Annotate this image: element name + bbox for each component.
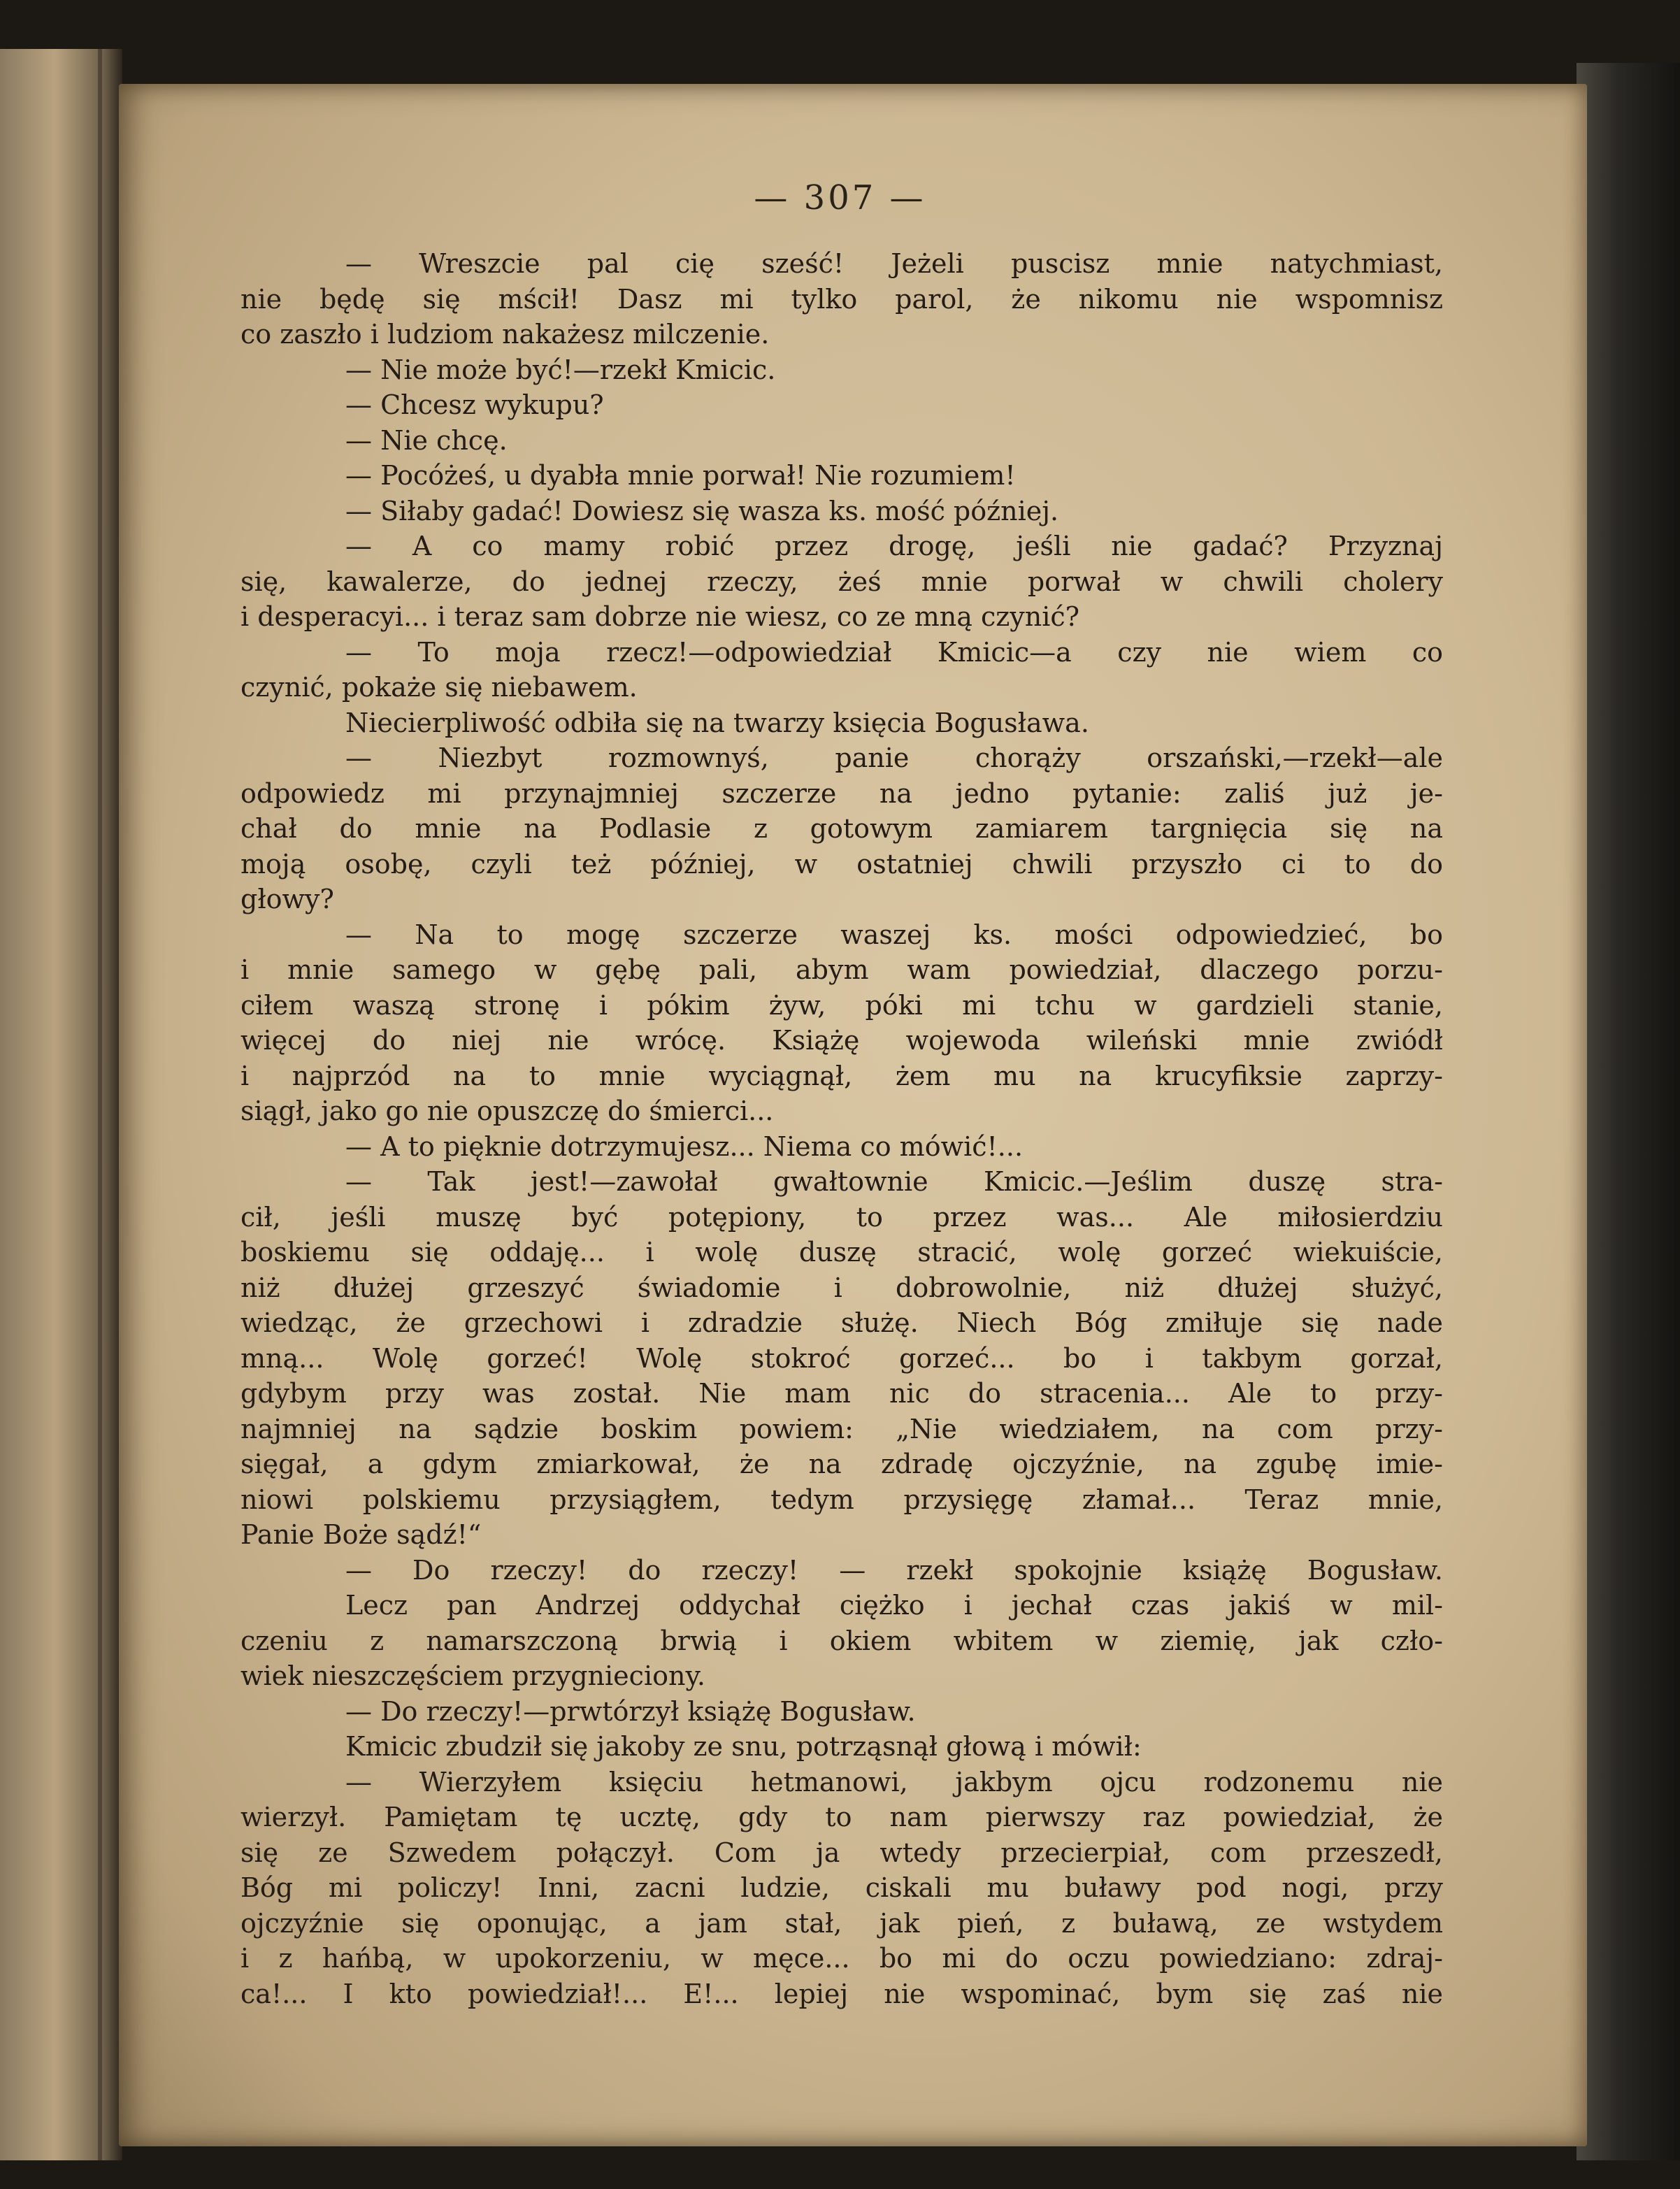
text-line: — To moja rzecz!—odpowiedział Kmicic—a czy nie wiem co: [345, 636, 1443, 668]
text-line: gdybym przy was został. Nie mam nic do stracenia... Ale to przy-: [240, 1378, 1443, 1409]
text-line: się ze Szwedem połączył. Com ja wtedy przecierpiał, com przeszedł,: [240, 1837, 1443, 1868]
text-line: Kmicic zbudził się jakoby ze snu, potrząsnął głową i mówił:: [345, 1731, 1142, 1762]
text-line: i mnie samego w gębę pali, abym wam powiedział, dlaczego porzu-: [240, 954, 1443, 985]
left-page-edge: [0, 49, 122, 2160]
text-line: — Chcesz wykupu?: [345, 389, 604, 420]
text-line: głowy?: [240, 884, 334, 914]
text-line: — Do rzeczy!—prwtórzył książę Bogusław.: [345, 1695, 916, 1727]
text-line: siągł, jako go nie opuszczę do śmierci...: [240, 1096, 774, 1126]
text-line: — Do rzeczy! do rzeczy! — rzekł spokojnie książę Bogusław.: [345, 1554, 1443, 1586]
text-line: mną... Wolę gorzeć! Wolę stokroć gorzeć... bo i takbym gorzał,: [240, 1342, 1443, 1374]
text-line: wiedząc, że grzechowi i zdradzie służę. Niech Bóg zmiłuje się nade: [240, 1307, 1443, 1338]
text-line: — Niezbyt rozmownyś, panie chorąży orszański,—rzekł—ale: [345, 742, 1443, 773]
text-line: co zaszło i ludziom nakażesz milczenie.: [240, 319, 770, 350]
text-line: — Wreszcie pal cię sześć! Jeżeli puscisz mnie natychmiast,: [345, 248, 1443, 279]
text-line: ojczyźnie się oponując, a jam stał, jak pień, z buławą, ze wstydem: [240, 1907, 1443, 1939]
text-line: ciłem waszą stronę i pókim żyw, póki mi tchu w gardzieli stanie,: [240, 989, 1443, 1021]
text-line: — A to pięknie dotrzymujesz... Niema co mówić!...: [345, 1131, 1024, 1162]
text-line: niż dłużej grzeszyć świadomie i dobrowolnie, niż dłużej służyć,: [240, 1272, 1443, 1303]
text-line: więcej do niej nie wrócę. Książę wojewoda wileński mnie zwiódł: [240, 1025, 1443, 1056]
text-line: — A co mamy robić przez drogę, jeśli nie gadać? Przyznaj: [345, 531, 1443, 561]
text-line: cił, jeśli muszę być potępiony, to przez was... Ale miłosierdziu: [240, 1201, 1443, 1233]
text-line: Panie Boże sądź!“: [240, 1519, 482, 1550]
text-line: boskiemu się oddaję... i wolę duszę stracić, wolę gorzeć wiekuiście,: [240, 1237, 1443, 1268]
text-line: — Na to mogę szczerze waszej ks. mości odpowiedzieć, bo: [345, 919, 1443, 950]
text-line: — Wierzyłem księciu hetmanowi, jakbym ojcu rodzonemu nie: [345, 1766, 1443, 1797]
text-line: Lecz pan Andrzej oddychał ciężko i jechał czas jakiś w mil-: [345, 1590, 1443, 1621]
text-line: niowi polskiemu przysiągłem, tedym przysięgę złamał... Teraz mnie,: [240, 1484, 1443, 1515]
text-line: Bóg mi policzy! Inni, zacni ludzie, ciskali mu buławy pod nogi, przy: [240, 1872, 1443, 1903]
text-line: się, kawalerze, do jednej rzeczy, żeś mnie porwał w chwili cholery: [240, 566, 1443, 597]
book-cover-edge: [1577, 63, 1680, 2160]
text-line: — Nie może być!—rzekł Kmicic.: [345, 354, 776, 385]
text-line: czynić, pokaże się niebawem.: [240, 672, 638, 703]
text-line: odpowiedz mi przynajmniej szczerze na jedno pytanie: zaliś już je-: [240, 777, 1443, 809]
text-line: i desperacyi... i teraz sam dobrze nie wiesz, co ze mną czynić?: [240, 601, 1080, 632]
text-line: sięgał, a gdym zmiarkował, że na zdradę ojczyźnie, na zgubę imie-: [240, 1449, 1443, 1479]
text-line: moją osobę, czyli też później, w ostatniej chwili przyszło ci to do: [240, 848, 1443, 880]
text-line: — Pocóżeś, u dyabła mnie porwał! Nie rozumiem!: [345, 460, 1016, 491]
text-line: i najprzód na to mnie wyciągnął, żem mu na krucyfiksie zaprzy-: [240, 1060, 1443, 1091]
text-line: najmniej na sądzie boskim powiem: „Nie wiedziałem, na com przy-: [240, 1413, 1443, 1444]
text-line: — Siłaby gadać! Dowiesz się wasza ks. mość później.: [345, 495, 1059, 526]
binding-shadow: [98, 49, 102, 2160]
page-number: — 307 —: [754, 178, 926, 217]
text-line: i z hańbą, w upokorzeniu, w męce... bo mi do oczu powiedziano: zdraj-: [240, 1943, 1443, 1974]
text-line: wiek nieszczęściem przygnieciony.: [240, 1660, 705, 1691]
page-text: [240, 246, 1443, 2011]
text-line: — Nie chcę.: [345, 424, 508, 456]
text-line: czeniu z namarszczoną brwią i okiem wbitem w ziemię, jak czło-: [240, 1625, 1443, 1656]
text-line: — Tak jest!—zawołał gwałtownie Kmicic.—Jeślim duszę stra-: [345, 1166, 1443, 1197]
text-line: nie będę się mścił! Dasz mi tylko parol, że nikomu nie wspomnisz: [240, 283, 1443, 315]
text-line: ca!... I kto powiedział!... E!... lepiej nie wspominać, bym się zaś nie: [240, 1978, 1443, 2009]
text-line: wierzył. Pamiętam tę ucztę, gdy to nam pierwszy raz powiedział, że: [240, 1802, 1443, 1832]
text-line: chał do mnie na Podlasie z gotowym zamiarem targnięcia się na: [240, 813, 1443, 844]
text-line: Niecierpliwość odbiła się na twarzy księcia Bogusława.: [345, 707, 1089, 738]
